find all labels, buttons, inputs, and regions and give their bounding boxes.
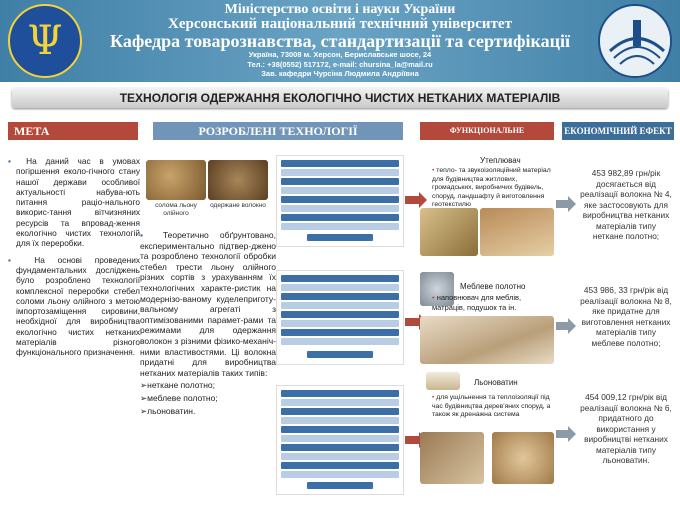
arrow-icon: [405, 436, 419, 444]
bullet-icon: ▪: [8, 254, 35, 265]
tech-item-2: ➢меблеве полотно;: [140, 392, 218, 403]
section-tech-heading: РОЗРОБЛЕНІ ТЕХНОЛОГІЇ: [153, 122, 403, 140]
econ-effect-3: 454 009,12 грн/рік від реалізації волокна № 6, придатного до використання у виробництві нетканих матеріалів типу льоноватин.: [580, 392, 672, 465]
process-scheme-1: [276, 155, 404, 247]
arrow-icon: [556, 318, 576, 334]
meta-text: [8, 156, 140, 364]
ministry-name: Міністерство освіти і науки України: [224, 2, 456, 17]
linen-wadding-photo-1: [426, 372, 460, 390]
tech-description: ▪ Теоретично обґрунтовано, експериментально підтвер-джено та розроблено технології обробки стебел трести льону олійного різних сортів з урахуванням їх технологічних характе-ристик на модернізо-ваному куделеприготу-вальному агрегаті з оптимізованими парамет-рами та режимами для одержання волокон з різними фізико-механіч-ними властивостями. Ці волокна придатні для виробництва нетканих матеріалів таких типів: ➢нетканe полотно; ➢меблеве полотно; ➢льоноватин.: [140, 230, 276, 416]
section-econ-heading: ЕКОНОМІЧНИЙ ЕФЕКТ: [562, 122, 674, 140]
department-head: Зав. кафедри Чурсіна Людмила Андріївна: [261, 69, 419, 78]
tech-item-1: ➢нетканe полотно;: [140, 380, 215, 391]
func-title-2: Меблеве полотно: [460, 282, 526, 291]
linen-wadding-photo-3: [492, 432, 554, 484]
process-scheme-2: [276, 270, 404, 365]
ministry-emblem-icon: Ψ: [8, 4, 82, 78]
section-func-heading: ФУНКЦІОНАЛЬНЕ ПРИЗНАЧЕННЯ: [420, 122, 554, 140]
arrow-icon: [405, 196, 419, 204]
arrow-icon: [556, 196, 576, 212]
poster-header: [0, 0, 680, 82]
address: Україна, 73008 м. Херсон, Бериславське шосе, 24: [248, 50, 432, 59]
university-name: Херсонський національний технічний університет: [168, 16, 512, 32]
insulation-photo: [420, 208, 478, 256]
tech-item-3: ➢льоноватин.: [140, 405, 196, 416]
contact-block: [90, 50, 590, 79]
insulation-house-photo: [480, 208, 554, 256]
meta-paragraph-1: ▪ На даний час в умовах погіршення еколо-гічного стану нашої держави особливої актуальності набува-ють питання раціо-нального викорис-тання вітчизняних ресурсів та впровад-ження екологічно чистих технологій для їх переробки.: [8, 156, 140, 249]
meta-paragraph-2: ▪ На основі проведених фундаментальних досліджень було розроблено технології комплексної переробки стебел соломи льону олійного з метою імпортозаміщення сировини, необхідної для виробництва екологічно чистих нетканих матеріалів різного функціонального призначення.: [8, 254, 140, 358]
func-text-3: • для ущільнення та теплоізоляції під час будівництва дерев'яних споруд, а також як дренажна система: [432, 394, 551, 418]
econ-effect-2: 453 986, 33 грн/рік від реалізації волокна № 8, яке придатне для виготовлення нетканих матеріалів типу меблеве полотно;: [580, 285, 672, 348]
func-text-2: • наповнювач для меблів, матраців, подушок та ін.: [432, 293, 522, 312]
university-logo-icon: [598, 4, 672, 78]
department-name: Кафедра товарознавства, стандартизації та сертифікації: [110, 31, 570, 51]
process-scheme-3: [276, 385, 404, 495]
func-title-1: Утеплювач: [480, 156, 521, 165]
func-text-1: • тепло- та звукоізоляційний матеріал для будівництва житлових, громадських, виробничих будівель, споруд, ландшафту й виготовлення геотекстилю: [432, 167, 551, 208]
func-title-3: Льоноватин: [474, 378, 518, 387]
fiber-caption: одержане волокно: [210, 202, 266, 209]
econ-effect-1: 453 982,89 грн/рік досягається від реалізації волокна № 4, яке застосовують для виробництва нетканих матеріалів типу нетканe полотно;: [580, 168, 672, 241]
fiber-photo: [208, 160, 268, 200]
furniture-felt-photo: [420, 316, 554, 364]
straw-photo: [146, 160, 206, 200]
bullet-icon: ▪: [8, 156, 27, 166]
arrow-icon: [405, 318, 419, 326]
bullet-icon: ▪: [140, 230, 163, 240]
contacts: Тел.: +38(0552) 517172, e-mail: chursina_la@mail.ru: [247, 59, 433, 69]
poster-title: ТЕХНОЛОГІЯ ОДЕРЖАННЯ ЕКОЛОГІЧНО ЧИСТИХ НЕТКАНИХ МАТЕРІАЛІВ: [12, 88, 668, 108]
arrow-icon: [556, 426, 576, 442]
straw-caption: солома льону олійного: [155, 202, 197, 217]
linen-wadding-photo-2: [420, 432, 484, 484]
section-meta-heading: МЕТА: [8, 122, 138, 140]
